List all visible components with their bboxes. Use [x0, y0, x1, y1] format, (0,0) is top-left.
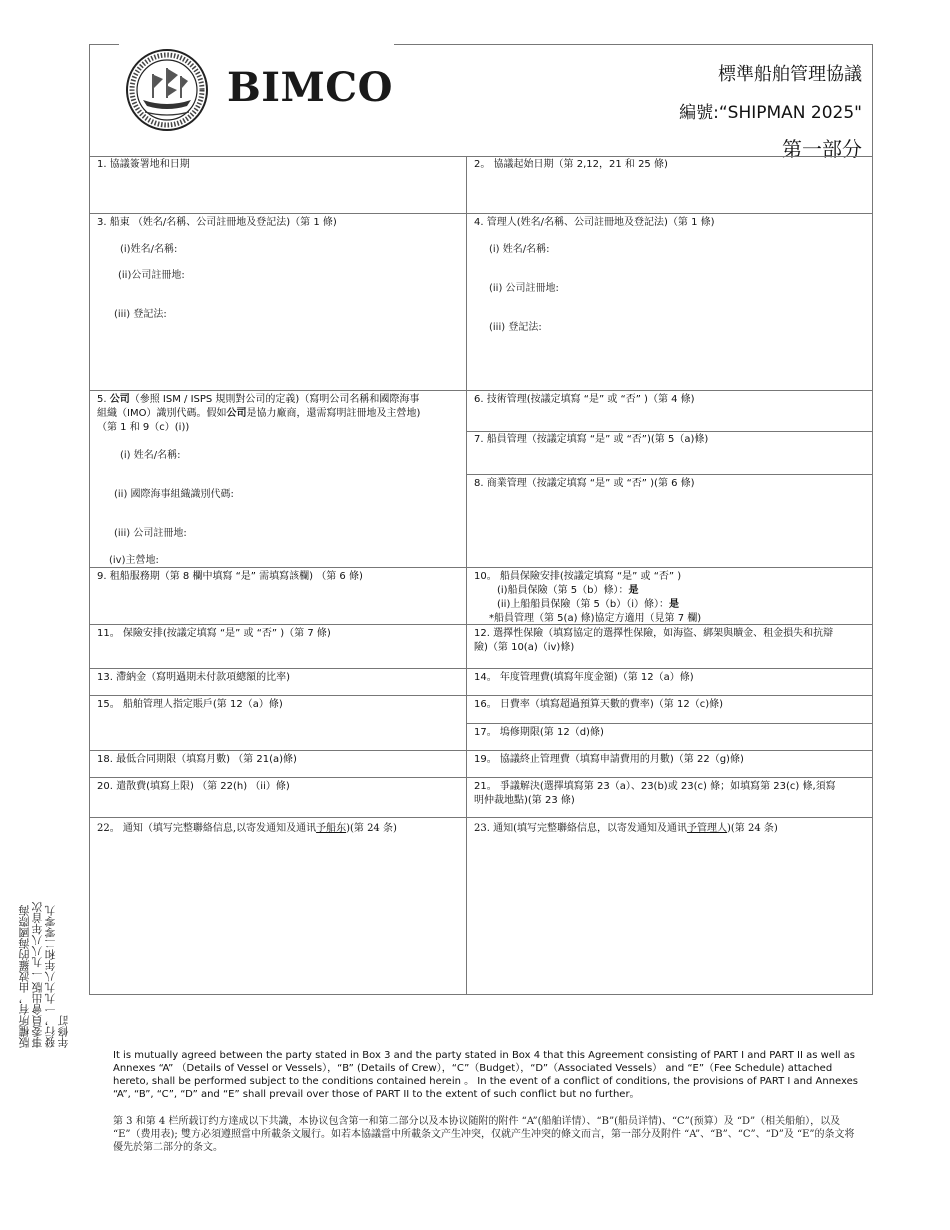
- agreement-clause-chinese: 第 3 和第 4 栏所载订约方達成以下共識，本协议包含第一和第二部分以及本协议随附的附件 “A”(船舶详情）、“B”(船员详情)、“C”(预算）及 “D”（相关船舶），以及 “E”（费用表); 雙方必須遵照當中所載条文履行。如若本協議當中所載条文产生冲突，仅就产生冲突的條文而言，第一部分及附件 “A”、“B”、“C”、“D”及 “E”的条文将優先於第二部分的条文。: [113, 1116, 855, 1153]
- part-label: 第一部分: [782, 137, 862, 161]
- agreement-title: 標準船舶管理協議: [718, 64, 862, 85]
- box-17-label: 17。 塢修期限(第 12（d)條): [474, 727, 604, 738]
- box-23-label: 23. 通知(填写完整聯絡信息，以寄发通知及通讯予管理人)(第 24 条): [474, 823, 778, 834]
- box-8-label: 8. 商業管理（按議定填寫 “是” 或 “否” )(第 6 條): [474, 478, 695, 489]
- box-19-label: 19。 協議終止管理費（填寫申請費用的月數)（第 22（g)條): [474, 754, 744, 765]
- bimco-wordmark: BIMCO: [227, 64, 393, 111]
- box-3-law-field[interactable]: (iii) 登記法:: [114, 309, 167, 320]
- box-4-name-field[interactable]: (i) 姓名/名稱:: [489, 244, 550, 255]
- box-5-label-line1: 5. 公司（參照 ISM / ISPS 規則對公司的定義)（寫明公司名稱和國際海事: [97, 394, 420, 405]
- frame-top-left: [89, 44, 119, 45]
- box-4-law-field[interactable]: (iii) 登記法:: [489, 322, 542, 333]
- grid-line: [89, 695, 872, 696]
- agreement-clause-english: It is mutually agreed between the party stated in Box 3 and the party stated in Box 4 that this Agreement consisting of PART I and PART II as well as Annexes “A” （Details of Vessel or Vessels），“B” (Details of Crew），“C”（Budget），“D”（Associated Vessels） and “E”（Fee Schedule) attached hereto, shall be performed subject to the conditions contained herein 。 In the event of a conflict of conditions, the provisions of PART I and Annexes “A”, “B”, “C”, “D” and “E” shall prevail over those of PART II to the extent of such conflict but no further。: [113, 1050, 858, 1100]
- grid-line: [89, 213, 872, 214]
- box-4-label: 4. 管理人(姓名/名稱、公司註冊地及登記法)（第 1 條): [474, 217, 715, 228]
- box-10-label: 10。 船員保險安排(按議定填寫 “是” 或 “否” ): [474, 571, 682, 582]
- box-16-label: 16。 日費率（填寫超過預算天數的費率)（第 12（c)條): [474, 699, 724, 710]
- box-5-registration-field[interactable]: (iii) 公司註冊地:: [114, 528, 187, 539]
- copyright-side-note: 版權所有，由波羅的海國際海事委員會出版 一九八八年首次發行，一九九八年和二零零九年修訂: [18, 901, 70, 1048]
- box-9-label: 9. 租船服務期（第 8 欄中填寫 “是” 需填寫該欄) （第 6 條): [97, 571, 363, 582]
- form-frame: [89, 44, 873, 995]
- box-5-business-field[interactable]: (iv)主營地:: [109, 555, 159, 566]
- frame-top-right: [394, 44, 872, 45]
- box-14-label: 14。 年度管理費(填寫年度金額)（第 12（a）條): [474, 672, 694, 683]
- box-13-label: 13. 滯納金（寫明過期未付款項總額的比率): [97, 672, 290, 683]
- box-5-name-field[interactable]: (i) 姓名/名稱:: [120, 450, 181, 461]
- box-15-label: 15。 船舶管理人指定賬戶(第 12（a）條): [97, 699, 283, 710]
- box-3-registration-field[interactable]: (ii)公司註冊地:: [118, 270, 185, 281]
- grid-line: [89, 668, 872, 669]
- box-21-label-line2: 明仲裁地點)(第 23 條): [474, 795, 575, 806]
- box-10-note: *船員管理（第 5(a) 條)協定方適用（見第 7 欄): [489, 613, 702, 624]
- box-12-label-line1: 12. 選擇性保險（填寫協定的選擇性保險，如海盜、綁架與贖金、租金損失和抗辯: [474, 628, 834, 639]
- box-2-label: 2。 協議起始日期（第 2,12，21 和 25 條): [474, 159, 668, 170]
- grid-line: [89, 777, 872, 778]
- box-5-label-line3: （第 1 和 9（c）(i)): [97, 422, 190, 433]
- grid-divider: [466, 156, 467, 994]
- agreement-code: 編號:“SHIPMAN 2025": [679, 103, 862, 123]
- grid-line: [89, 390, 872, 391]
- box-10-crew-insurance: (i)船員保險（第 5（b）條）：是: [497, 585, 639, 596]
- box-22-label: 22。 通知（填写完整聯絡信息,以寄发通知及通讯予船东)(第 24 条): [97, 823, 397, 834]
- grid-line: [466, 723, 872, 724]
- box-7-label: 7. 船員管理（按議定填寫 “是” 或 “否”)(第 5（a)條): [474, 434, 709, 445]
- box-6-label: 6. 技術管理(按議定填寫 “是” 或 “否” )（第 4 條): [474, 394, 695, 405]
- grid-line: [89, 567, 872, 568]
- box-1-label: 1. 協議簽署地和日期: [97, 159, 190, 170]
- box-5-imo-field[interactable]: (ii) 國際海事組織識別代碼:: [114, 489, 234, 500]
- grid-line: [466, 431, 872, 432]
- box-10-onboard-insurance: (ii)上船船員保險（第 5（b）（i）條）：是: [497, 599, 680, 610]
- box-3-name-field[interactable]: (i)姓名/名稱:: [120, 244, 178, 255]
- box-18-label: 18. 最低合同期限（填寫月數) （第 21(a)條): [97, 754, 297, 765]
- box-4-registration-field[interactable]: (ii) 公司註冊地:: [489, 283, 559, 294]
- box-12-label-line2: 險)（第 10(a)（iv)條): [474, 642, 575, 653]
- box-21-label-line1: 21。 爭議解決(選擇填寫第 23（a）、23(b)或 23(c) 條；如填寫第 23(c) 條,須寫: [474, 781, 836, 792]
- grid-line: [89, 624, 872, 625]
- bimco-seal-logo: [125, 48, 209, 132]
- box-11-label: 11。 保險安排(按議定填寫 “是” 或 “否” )（第 7 條): [97, 628, 331, 639]
- box-3-label: 3. 船東 （姓名/名稱、公司註冊地及登記法)（第 1 條): [97, 217, 337, 228]
- box-20-label: 20. 遣散費(填寫上限) （第 22(h) （ii）條): [97, 781, 290, 792]
- box-5-label-line2: 組織（IMO）識別代碼。假如公司是協力廠商，還需寫明註冊地及主營地): [97, 408, 421, 419]
- grid-line: [466, 474, 872, 475]
- grid-line: [89, 156, 872, 157]
- grid-line: [89, 817, 872, 818]
- grid-line: [89, 750, 872, 751]
